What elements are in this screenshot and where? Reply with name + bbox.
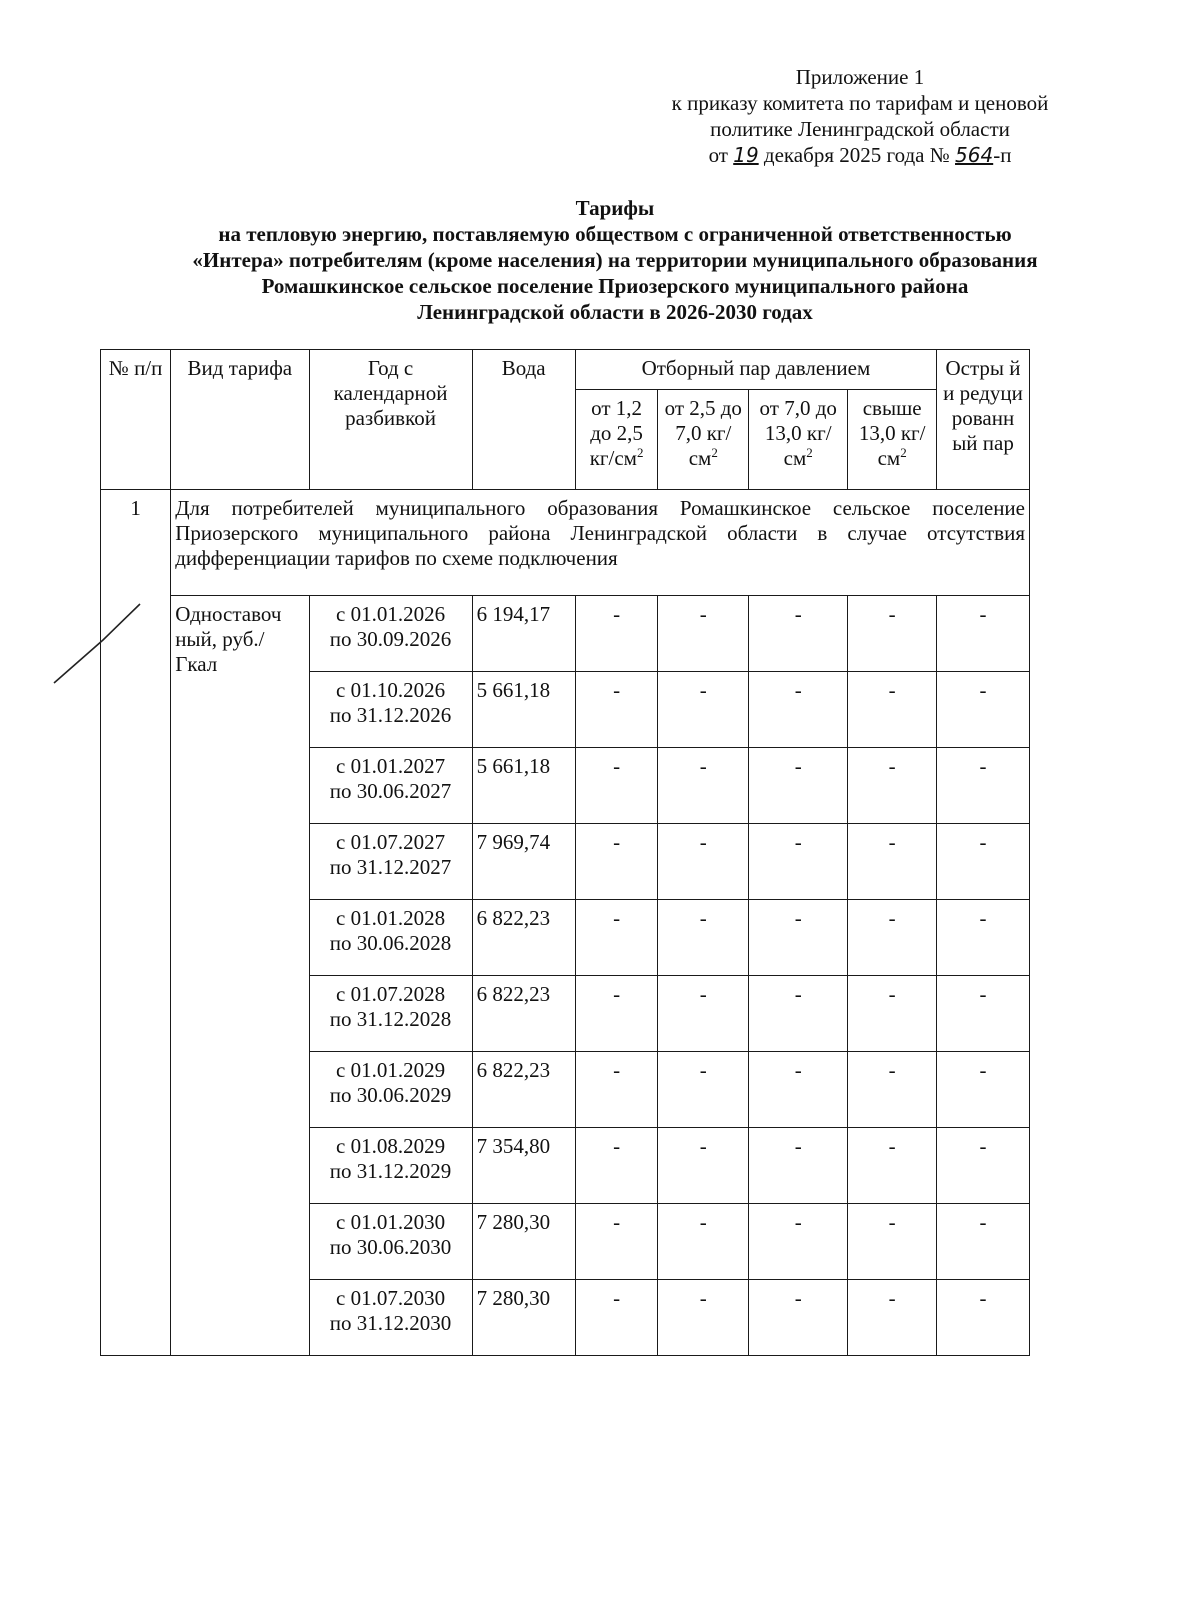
appendix-date-line [600,142,1120,168]
dash-cell: - [937,596,1030,672]
dash-cell: - [937,824,1030,900]
dash-cell: - [658,748,749,824]
water-value: 5 661,18 [472,748,575,824]
dash-cell: - [575,900,658,976]
title-line-2: на тепловую энергию, поставляемую обществом с ограниченной ответственностью [218,222,1012,246]
period-from: с 01.08.2029 [336,1134,446,1158]
appendix-header [600,64,1120,168]
period-cell [309,1052,472,1128]
tariff-table [100,349,1030,1356]
dash-cell: - [575,1280,658,1356]
period-to: по 31.12.2028 [329,1007,452,1031]
period-cell [309,596,472,672]
dash-cell: - [658,824,749,900]
header-steam-2: от 2,5 до 7,0 $кг/см^2$ [658,390,749,490]
period-cell [309,1280,472,1356]
dash-cell: - [848,976,937,1052]
period-to: по 30.09.2026 [329,627,452,651]
period-from: с 01.07.2027 [336,830,446,854]
period-to: по 31.12.2029 [329,1159,452,1183]
period-from: с 01.07.2030 [336,1286,446,1310]
order-suffix: -п [993,143,1012,167]
water-value: 7 280,30 [472,1204,575,1280]
group-description: Для потребителей муниципального образования Ромашкинское сельское поселение Приозерского муниципального района Ленинградской области в случае отсутствия дифференциации тарифов по схеме подключения [171,490,1030,596]
dash-cell: - [749,1280,848,1356]
dash-cell: - [848,1128,937,1204]
period-cell [309,1204,472,1280]
water-value: 6 194,17 [472,596,575,672]
dash-cell: - [575,596,658,672]
dash-cell: - [749,748,848,824]
water-value: 7 354,80 [472,1128,575,1204]
dash-cell: - [658,1204,749,1280]
dash-cell: - [658,1280,749,1356]
dash-cell: - [658,1128,749,1204]
period-from: с 01.01.2030 [336,1210,446,1234]
dash-cell: - [749,900,848,976]
dash-cell: - [575,672,658,748]
header-steam-1: от 1,2 до 2,5 $кг/см^2$ [575,390,658,490]
period-to: по 30.06.2028 [329,931,452,955]
handwritten-day: 19 [733,143,759,167]
dash-cell: - [575,976,658,1052]
period-cell [309,672,472,748]
table-row [101,596,1030,672]
dash-cell: - [848,1280,937,1356]
dash-cell: - [937,900,1030,976]
dash-cell: - [575,1052,658,1128]
group-number: 1 [101,490,171,1356]
dash-cell: - [749,1128,848,1204]
title-line-5: Ленинградской области в 2026-2030 годах [417,300,813,324]
period-to: по 30.06.2030 [329,1235,452,1259]
period-from: с 01.07.2028 [336,982,446,1006]
period-from: с 01.01.2027 [336,754,446,778]
date-middle: декабря 2025 года № [763,143,950,167]
dash-cell: - [848,672,937,748]
water-value: 6 822,23 [472,976,575,1052]
water-value: 6 822,23 [472,900,575,976]
dash-cell: - [848,748,937,824]
dash-cell: - [749,1052,848,1128]
dash-cell: - [658,672,749,748]
header-water: Вода [472,350,575,490]
period-to: по 31.12.2030 [329,1311,452,1335]
dash-cell: - [937,672,1030,748]
header-row-1 [101,350,1030,390]
dash-cell: - [658,1052,749,1128]
header-steam-group: Отборный пар давлением [575,350,936,390]
water-value: 7 969,74 [472,824,575,900]
period-from: с 01.10.2026 [336,678,446,702]
date-prefix: от [708,143,728,167]
dash-cell: - [575,824,658,900]
period-to: по 30.06.2029 [329,1083,452,1107]
tariff-type-cell: Одноставоч ный, руб./Гкал [171,596,309,1356]
group-row [101,490,1030,596]
header-period: Год с календарной разбивкой [309,350,472,490]
title-line-3: «Интера» потребителям (кроме населения) на территории муниципального образования [192,248,1038,272]
dash-cell: - [749,824,848,900]
appendix-line-3: политике Ленинградской области [710,117,1010,141]
period-cell [309,824,472,900]
dash-cell: - [749,596,848,672]
dash-cell: - [848,824,937,900]
period-to: по 30.06.2027 [329,779,452,803]
dash-cell: - [937,1204,1030,1280]
title-line-1: Тарифы [575,196,655,220]
header-steam-4: свыше 13,0 $кг/см^2$ [848,390,937,490]
handwritten-order-number: 564 [955,143,994,167]
header-sharp-steam: Остры й и редуци рованн ый пар [937,350,1030,490]
dash-cell: - [575,1204,658,1280]
dash-cell: - [749,976,848,1052]
period-cell [309,748,472,824]
dash-cell: - [658,900,749,976]
dash-cell: - [937,1052,1030,1128]
dash-cell: - [937,976,1030,1052]
dash-cell: - [575,1128,658,1204]
dash-cell: - [658,596,749,672]
dash-cell: - [749,672,848,748]
dash-cell: - [848,596,937,672]
appendix-line-1: Приложение 1 [795,65,925,89]
dash-cell: - [937,1280,1030,1356]
period-cell [309,1128,472,1204]
document-title [100,195,1130,325]
dash-cell: - [658,976,749,1052]
header-tariff-type: Вид тарифа [171,350,309,490]
period-from: с 01.01.2026 [336,602,446,626]
water-value: 7 280,30 [472,1280,575,1356]
dash-cell: - [937,1128,1030,1204]
header-steam-3: от 7,0 до 13,0 $кг/см^2$ [749,390,848,490]
water-value: 6 822,23 [472,1052,575,1128]
dash-cell: - [848,1204,937,1280]
header-num: № п/п [101,350,171,490]
water-value: 5 661,18 [472,672,575,748]
period-from: с 01.01.2029 [336,1058,446,1082]
dash-cell: - [749,1204,848,1280]
dash-cell: - [937,748,1030,824]
dash-cell: - [575,748,658,824]
title-line-4: Ромашкинское сельское поселение Приозерского муниципального района [261,274,969,298]
period-to: по 31.12.2027 [329,855,452,879]
period-to: по 31.12.2026 [329,703,452,727]
period-from: с 01.01.2028 [336,906,446,930]
period-cell [309,900,472,976]
appendix-line-2: к приказу комитета по тарифам и ценовой [671,91,1049,115]
period-cell [309,976,472,1052]
dash-cell: - [848,1052,937,1128]
dash-cell: - [848,900,937,976]
